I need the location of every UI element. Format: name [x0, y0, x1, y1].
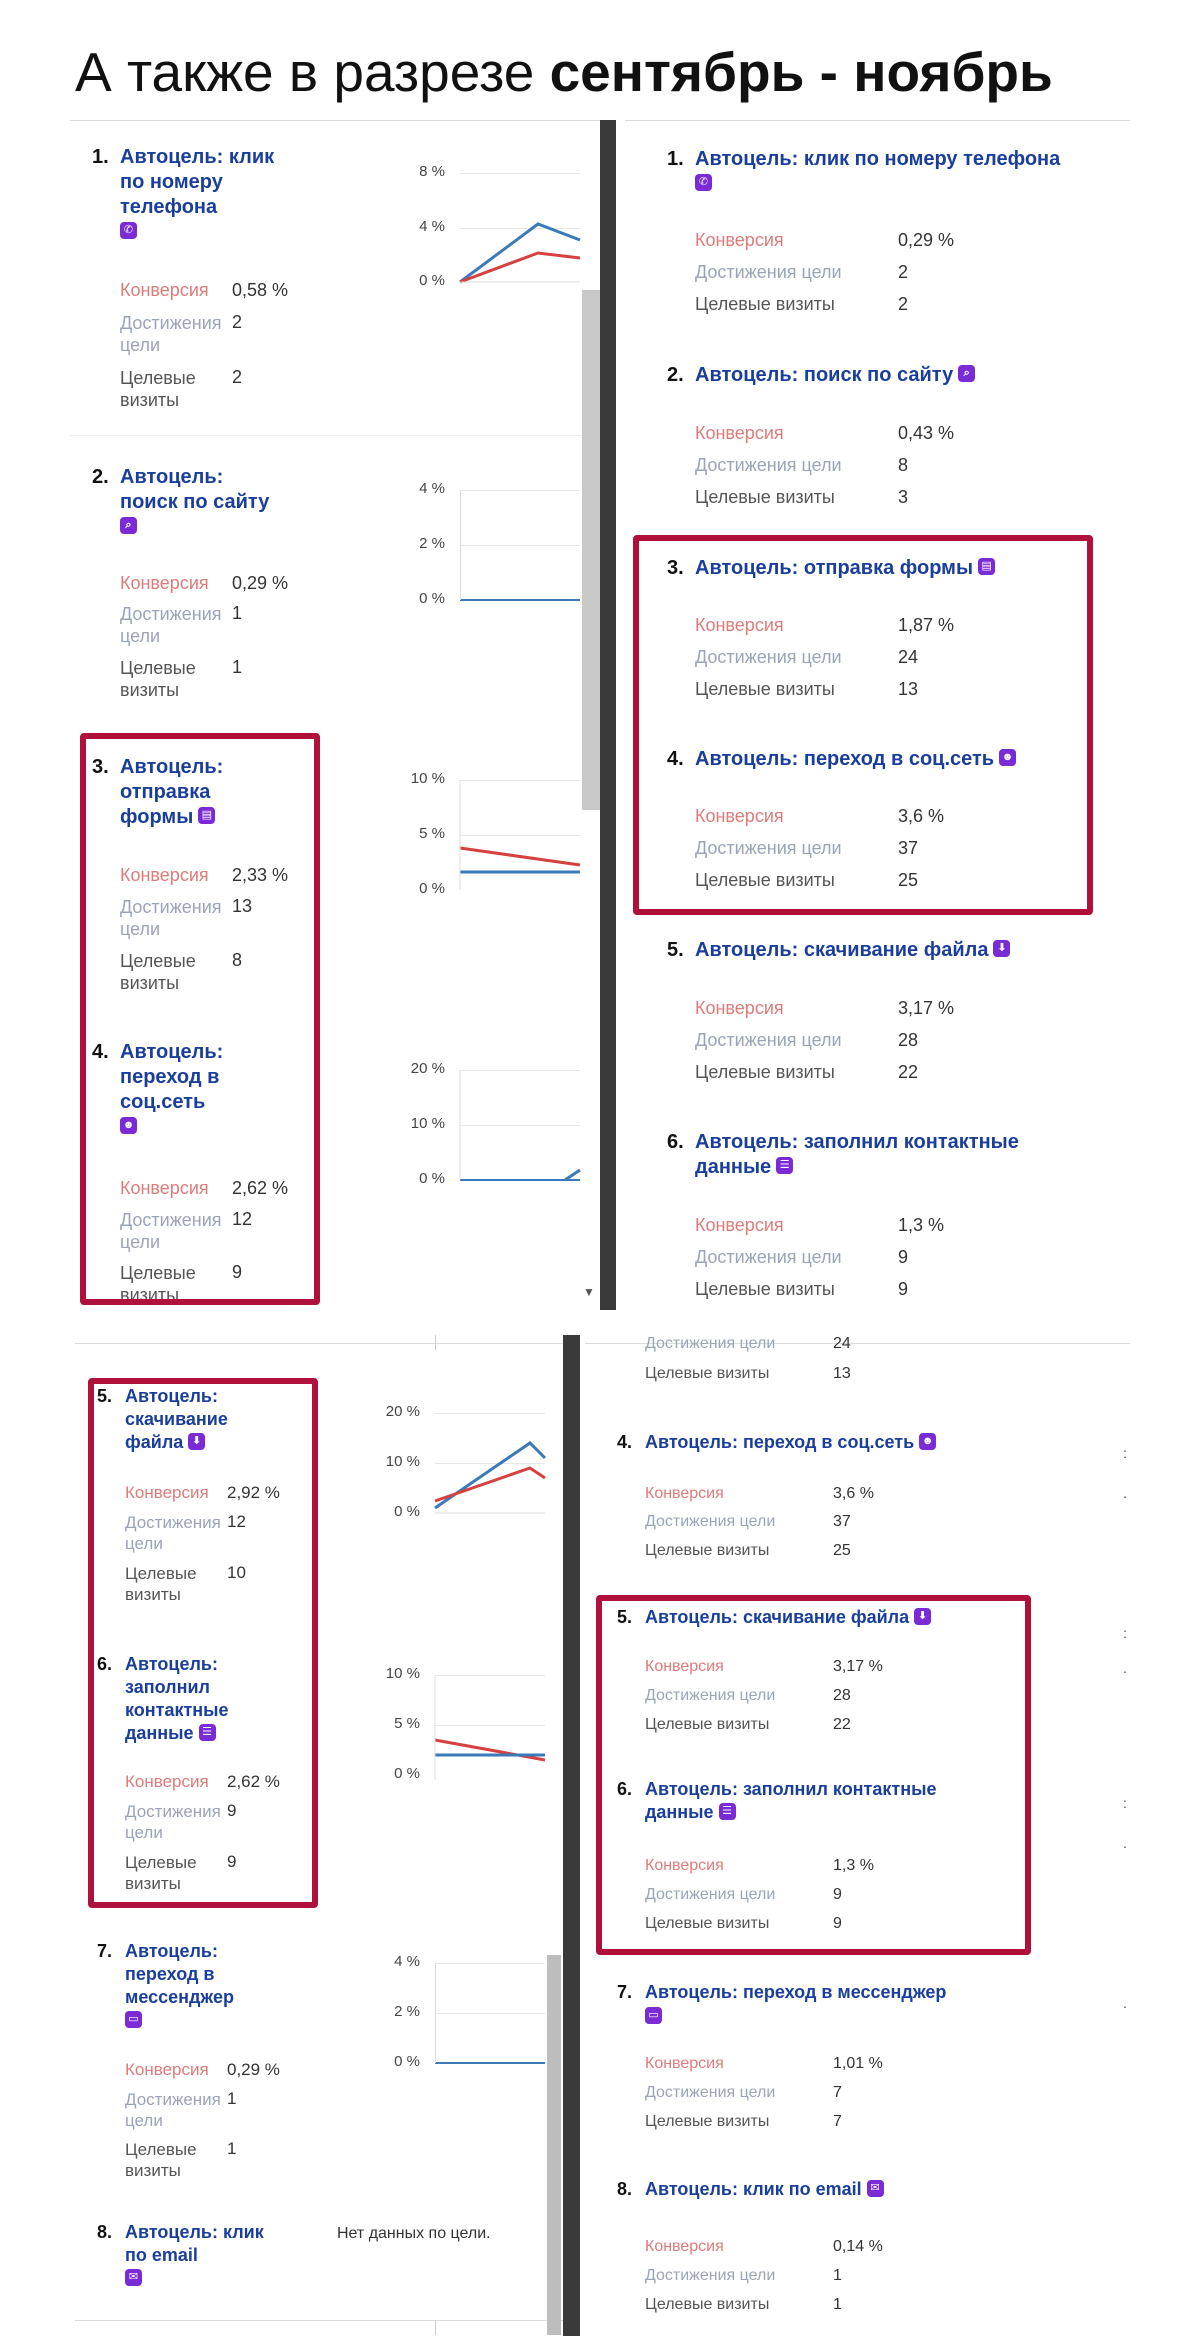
conversion-value: 2,92 % — [227, 1483, 280, 1502]
goal-title[interactable] — [667, 938, 1125, 963]
goal-number: 8. — [617, 2179, 633, 2199]
visits-value: 1 — [833, 2296, 842, 2313]
achievements-value: 28 — [898, 1030, 919, 1050]
conversion-label: Конверсия — [120, 573, 209, 593]
visits-label: Целевые визиты — [695, 870, 835, 890]
email-icon: ✉ — [125, 2269, 142, 2286]
goal-title[interactable] — [92, 465, 300, 534]
goal-title[interactable] — [667, 747, 1125, 772]
conversion-value: 3,6 % — [898, 806, 945, 826]
conversion-label: Конверсия — [120, 1178, 209, 1198]
trend-chart — [460, 160, 580, 280]
goal-name: Автоцель: поиск по сайту — [695, 364, 954, 386]
goal-name-line: Автоцель: клик — [125, 2222, 264, 2242]
trend-chart — [460, 595, 580, 605]
visits-value: 9 — [227, 1852, 237, 1871]
visits-label: Целевые визиты — [645, 1542, 770, 1559]
visits-label: Целевые визиты — [125, 2140, 197, 2180]
achievements-value: 9 — [227, 1801, 237, 1820]
goal-name: Автоцель: переход в соц.сеть — [695, 748, 995, 770]
visits-value: 13 — [898, 679, 919, 699]
conversion-label: Конверсия — [695, 1215, 784, 1235]
axis-tick: 5 % — [394, 1715, 420, 1732]
conversion-value: 0,43 % — [898, 423, 955, 443]
phone-icon: ✆ — [695, 174, 712, 191]
axis-tick: 2 % — [419, 535, 445, 552]
visits-value: 10 — [227, 1563, 246, 1582]
visits-value: 9 — [898, 1279, 909, 1299]
social-icon: ☻ — [919, 1433, 936, 1450]
conversion-label: Конверсия — [645, 1658, 724, 1675]
goal-number: 4. — [617, 1432, 633, 1452]
axis-tick: 2 % — [394, 2003, 420, 2020]
goal-name-line: переход в — [125, 1964, 215, 1984]
visits-label: Целевые визиты — [645, 1716, 770, 1733]
goal-number: 8. — [97, 2222, 113, 2242]
achievements-label: Достижения цели — [695, 838, 842, 858]
achievements-value: 7 — [833, 2084, 842, 2101]
conversion-value: 2,33 % — [232, 865, 289, 885]
visits-label: Целевые визиты — [645, 2296, 770, 2313]
visits-value: 25 — [833, 1542, 851, 1559]
visits-value: 22 — [833, 1716, 851, 1733]
achievements-label: Достижения цели — [695, 1247, 842, 1267]
goal-name-line: Автоцель: — [125, 1386, 218, 1406]
achievements-label: Достижения цели — [645, 1513, 776, 1530]
goal-name-line: Автоцель: — [125, 1654, 218, 1674]
goal-title[interactable] — [617, 1980, 1085, 2024]
trend-chart — [435, 2058, 545, 2068]
goal-title[interactable] — [97, 1653, 295, 1745]
goal-number: 1. — [667, 148, 684, 170]
top-left-panel — [70, 120, 605, 1305]
conversion-label: Конверсия — [695, 423, 784, 443]
goal-number: 7. — [97, 1941, 113, 1961]
goal-card — [97, 1653, 295, 1745]
goal-name: Автоцель: клик по номеру телефона — [695, 148, 1061, 170]
trend-chart — [460, 780, 580, 900]
visits-label: Целевые визиты — [645, 1915, 770, 1932]
series-line-red — [435, 1468, 545, 1501]
goal-name: Автоцель: отправка формы — [695, 557, 974, 579]
goal-name: Автоцель: скачивание файла — [645, 1607, 910, 1627]
goal-name-line: скачивание — [125, 1409, 228, 1429]
goal-name-line: соц.сеть — [120, 1091, 206, 1113]
visits-label: Целевые визиты — [695, 1062, 835, 1082]
achievements-label: Достижения цели — [645, 1886, 776, 1903]
achievements-value: 1 — [833, 2267, 842, 2284]
conversion-value: 1,87 % — [898, 615, 955, 635]
goal-name: Автоцель: переход в мессенджер — [645, 1982, 947, 2002]
conversion-value: 2,62 % — [227, 1772, 280, 1791]
achievements-value: 2 — [898, 262, 909, 282]
visits-value: 3 — [898, 487, 909, 507]
conversion-value: 0,29 % — [232, 573, 289, 593]
series-line-red — [435, 1740, 545, 1760]
goal-name-line: телефона — [120, 196, 218, 218]
messenger-icon: ▭ — [645, 2007, 662, 2024]
visits-value: 2 — [898, 294, 909, 314]
trend-chart — [435, 1675, 545, 1785]
goal-name-line: переход в — [120, 1066, 220, 1088]
series-line-blue — [435, 1443, 545, 1508]
conversion-value: 0,14 % — [833, 2238, 883, 2255]
visits-value: 2 — [232, 367, 243, 387]
visits-label: Целевые визиты — [695, 1279, 835, 1299]
conversion-value: 3,17 % — [833, 1658, 883, 1675]
top-right-panel — [625, 120, 1130, 1310]
panel-separator — [563, 1335, 580, 2336]
goal-number: 7. — [617, 1982, 633, 2002]
goal-card — [92, 145, 280, 239]
conversion-label: Конверсия — [125, 2060, 209, 2079]
visits-value: 22 — [898, 1062, 919, 1082]
achievements-value: 12 — [232, 1209, 253, 1229]
achievements-value: 12 — [227, 1512, 246, 1531]
conversion-label: Конверсия — [695, 615, 784, 635]
form-icon: ▤ — [198, 807, 215, 824]
download-icon: ⬇ — [993, 940, 1010, 957]
goal-title[interactable] — [617, 1430, 1085, 1455]
conversion-value: 0,29 % — [898, 230, 955, 250]
goal-name-line: Автоцель: клик — [120, 146, 275, 168]
goal-card — [97, 1940, 295, 2028]
search-icon: ⌕ — [120, 517, 137, 534]
goal-title[interactable] — [667, 363, 1125, 388]
achievements-value: 13 — [232, 896, 253, 916]
visits-label: Целевые визиты — [120, 658, 196, 700]
goal-name-line: Автоцель: — [120, 1041, 224, 1063]
conversion-value: 0,58 % — [232, 280, 289, 300]
achievements-value: 37 — [898, 838, 919, 858]
achievements-value: 37 — [833, 1513, 851, 1530]
goal-number: 5. — [667, 939, 684, 961]
axis-tick: 4 % — [419, 218, 445, 235]
goal-name-line: Автоцель: — [120, 466, 224, 488]
axis-tick: 4 % — [394, 1953, 420, 1970]
goal-name-line: файла — [125, 1432, 184, 1452]
achievements-value: 1 — [227, 2089, 237, 2108]
goal-title[interactable] — [667, 1130, 1125, 1180]
goal-number: 6. — [667, 1131, 684, 1153]
axis-tick: 4 % — [419, 480, 445, 497]
social-icon: ☻ — [999, 749, 1016, 766]
achievements-label: Достижения цели — [125, 1802, 221, 1842]
axis-tick: 10 % — [410, 770, 445, 787]
goal-number: 4. — [92, 1041, 109, 1063]
visits-label: Целевые визиты — [125, 1564, 197, 1604]
achievements-label: Достижения цели — [695, 262, 842, 282]
goal-number: 1. — [92, 146, 109, 168]
conversion-value: 3,6 % — [833, 1485, 874, 1502]
goal-name: Автоцель: клик по email — [645, 2179, 862, 2199]
title-period: сентябрь - ноябрь — [549, 41, 1053, 103]
goal-name-line: данные — [695, 1156, 772, 1178]
series-line-red — [460, 848, 580, 865]
goal-name-line: контактные — [125, 1700, 229, 1720]
conversion-label: Конверсия — [125, 1483, 209, 1502]
achievements-value: 1 — [232, 603, 243, 623]
conversion-label: Конверсия — [645, 2238, 724, 2255]
achievements-label: Достижения цели — [645, 2084, 776, 2101]
achievements-label: Достижения цели — [645, 1335, 776, 1352]
visits-value: 7 — [833, 2113, 842, 2130]
achievements-label: Достижения цели — [120, 1210, 222, 1252]
axis-tick: 20 % — [410, 1060, 445, 1077]
panel-separator — [600, 120, 616, 1310]
conversion-label: Конверсия — [695, 998, 784, 1018]
download-icon: ⬇ — [188, 1433, 205, 1450]
page-title — [75, 40, 1053, 104]
goal-number: 3. — [92, 756, 109, 778]
achievements-value: 9 — [833, 1886, 842, 1903]
social-icon: ☻ — [120, 1117, 137, 1134]
phone-icon: ✆ — [120, 222, 137, 239]
scroll-down-icon[interactable]: ▼ — [583, 1285, 595, 1299]
axis-tick: 0 % — [394, 1765, 420, 1782]
visits-value: 13 — [833, 1365, 851, 1382]
goal-title[interactable] — [617, 1605, 1085, 1630]
achievements-value: 9 — [898, 1247, 909, 1267]
goal-name-line: Автоцель: — [125, 1941, 218, 1961]
conversion-label: Конверсия — [120, 865, 209, 885]
achievements-label: Достижения цели — [125, 1513, 221, 1553]
axis-tick: 0 % — [419, 590, 445, 607]
goal-number: 6. — [97, 1654, 113, 1674]
conversion-value: 0,29 % — [227, 2060, 280, 2079]
axis-tick: 8 % — [419, 163, 445, 180]
goal-name-line: по номеру — [120, 171, 223, 193]
visits-label: Целевые визиты — [695, 294, 835, 314]
divider — [70, 120, 605, 121]
visits-value: 25 — [898, 870, 919, 890]
achievements-value: 24 — [833, 1335, 851, 1352]
goal-title[interactable] — [97, 1940, 295, 2028]
goal-number: 5. — [617, 1607, 633, 1627]
conversion-label: Конверсия — [645, 1485, 724, 1502]
achievements-label: Достижения цели — [645, 1687, 776, 1704]
visits-label: Целевые визиты — [695, 487, 835, 507]
conversion-label: Конверсия — [695, 806, 784, 826]
axis-tick: 5 % — [419, 825, 445, 842]
trend-chart — [460, 1070, 580, 1190]
visits-label: Целевые визиты — [695, 679, 835, 699]
visits-value: 1 — [232, 657, 243, 677]
goal-name-line: заполнил — [125, 1677, 210, 1697]
conversion-label: Конверсия — [120, 280, 209, 300]
goal-title[interactable] — [667, 556, 1125, 581]
goal-title[interactable] — [667, 147, 1125, 191]
goal-number: 5. — [97, 1386, 113, 1406]
goal-name-line: поиск по сайту — [120, 491, 270, 513]
visits-value: 8 — [232, 950, 243, 970]
visits-label: Целевые визиты — [120, 951, 196, 993]
conversion-label: Конверсия — [695, 230, 784, 250]
no-data-text: Нет данных по цели. — [337, 2225, 491, 2242]
conversion-value: 1,01 % — [833, 2055, 883, 2072]
goal-title[interactable] — [92, 145, 280, 239]
goal-name: Автоцель: переход в соц.сеть — [645, 1432, 915, 1452]
goal-card — [92, 1040, 280, 1134]
email-icon: ✉ — [867, 2180, 884, 2197]
visits-label: Целевые визиты — [645, 1365, 770, 1382]
messenger-icon: ▭ — [125, 2011, 142, 2028]
contact-icon: ☰ — [776, 1157, 793, 1174]
goal-card — [92, 465, 300, 534]
axis-tick: 0 % — [394, 2053, 420, 2070]
contact-icon: ☰ — [199, 1724, 216, 1741]
axis-tick: 0 % — [394, 1503, 420, 1520]
goal-number: 3. — [667, 557, 684, 579]
goal-name-line: данные — [125, 1723, 194, 1743]
goal-number: 2. — [667, 364, 684, 386]
achievements-label: Достижения цели — [120, 604, 222, 646]
achievements-value: 8 — [898, 455, 909, 475]
visits-label: Целевые визиты — [645, 2113, 770, 2130]
axis-tick: 10 % — [410, 1115, 445, 1132]
goal-number: 2. — [92, 466, 109, 488]
visits-value: 1 — [227, 2139, 237, 2158]
achievements-value: 28 — [833, 1687, 851, 1704]
bottom-right-panel: Достижения цели 24 Целевые визиты 13 4. Автоцель: переход в соц.сеть ☻ Конверсия 3,6 % Достижения цели 37 Целевые визиты 25 5. Автоцель: скачивание файла ⬇ Конверсия 3,17 % Достижения цели 28 Целевые визиты 22 6. Автоцель: заполнил контактные данные ☰ Конверсия 1,3 % Достижения цели 9 Целевые визиты 9 7. Автоцель: переход в мессенджер ▭ Конверсия 1,01 % Достижения цели 7 Целевые визиты 7 8. Автоцель: клик по email ✉ Конверсия 0,14 % Достижения цели 1 Целевые визиты 1 : . : . : . . — [585, 1335, 1130, 2335]
achievements-value: 2 — [232, 312, 243, 332]
achievements-label: Достижения цели — [120, 897, 222, 939]
scrollbar-thumb[interactable] — [547, 1955, 561, 2335]
goal-name-line: по email — [125, 2245, 198, 2265]
axis-tick: 20 % — [385, 1403, 420, 1420]
contact-icon: ☰ — [719, 1803, 736, 1820]
achievements-label: Достижения цели — [695, 1030, 842, 1050]
achievements-label: Достижения цели — [645, 2267, 776, 2284]
conversion-value: 1,3 % — [833, 1857, 874, 1874]
conversion-label: Конверсия — [645, 1857, 724, 1874]
goal-number: 4. — [667, 748, 684, 770]
goal-title[interactable] — [617, 1778, 1085, 1824]
goal-name-line: формы — [120, 806, 194, 828]
goal-title[interactable] — [617, 2177, 1085, 2202]
goal-card — [97, 2221, 295, 2286]
goal-title[interactable] — [92, 1040, 280, 1134]
axis-tick: 10 % — [385, 1453, 420, 1470]
goal-name-line: отправка — [120, 781, 211, 803]
visits-value: 9 — [833, 1915, 842, 1932]
download-icon: ⬇ — [914, 1608, 931, 1625]
goal-name: Автоцель: скачивание файла — [695, 939, 989, 961]
goal-title[interactable] — [97, 1385, 295, 1454]
conversion-value: 2,62 % — [232, 1178, 289, 1198]
axis-tick: 0 % — [419, 880, 445, 897]
goal-name-line: мессенджер — [125, 1987, 234, 2007]
visits-label: Целевые визиты — [120, 1263, 196, 1305]
goal-name-line: Автоцель: — [120, 756, 224, 778]
goal-name-line: Автоцель: заполнил контактные — [695, 1131, 1019, 1153]
achievements-label: Достижения цели — [695, 455, 842, 475]
search-icon: ⌕ — [958, 365, 975, 382]
scrollbar-thumb[interactable] — [582, 290, 600, 810]
axis-tick: 10 % — [385, 1665, 420, 1682]
axis-tick: 0 % — [419, 272, 445, 289]
visits-label: Целевые визиты — [125, 1853, 197, 1893]
goal-card — [92, 755, 280, 830]
conversion-label: Конверсия — [125, 1772, 209, 1791]
conversion-value: 3,17 % — [898, 998, 955, 1018]
goal-card — [97, 1385, 295, 1454]
goal-title[interactable] — [97, 2221, 295, 2286]
conversion-label: Конверсия — [645, 2055, 724, 2072]
bottom-left-panel — [75, 1335, 565, 2335]
achievements-label: Достижения цели — [120, 313, 222, 355]
axis-tick: 0 % — [419, 1170, 445, 1187]
achievements-label: Достижения цели — [125, 2090, 221, 2130]
achievements-label: Достижения цели — [695, 647, 842, 667]
goal-name-line: Автоцель: заполнил контактные — [645, 1779, 937, 1799]
achievements-value: 24 — [898, 647, 919, 667]
trend-chart — [435, 1413, 545, 1523]
goal-number: 6. — [617, 1779, 633, 1799]
series-line-blue — [460, 224, 580, 282]
conversion-value: 1,3 % — [898, 1215, 945, 1235]
goal-title[interactable] — [92, 755, 280, 830]
form-icon: ▤ — [978, 558, 995, 575]
goal-name-line: данные — [645, 1802, 714, 1822]
title-prefix: А также в разрезе — [75, 41, 550, 103]
visits-value: 9 — [232, 1262, 243, 1282]
visits-label: Целевые визиты — [120, 368, 196, 410]
